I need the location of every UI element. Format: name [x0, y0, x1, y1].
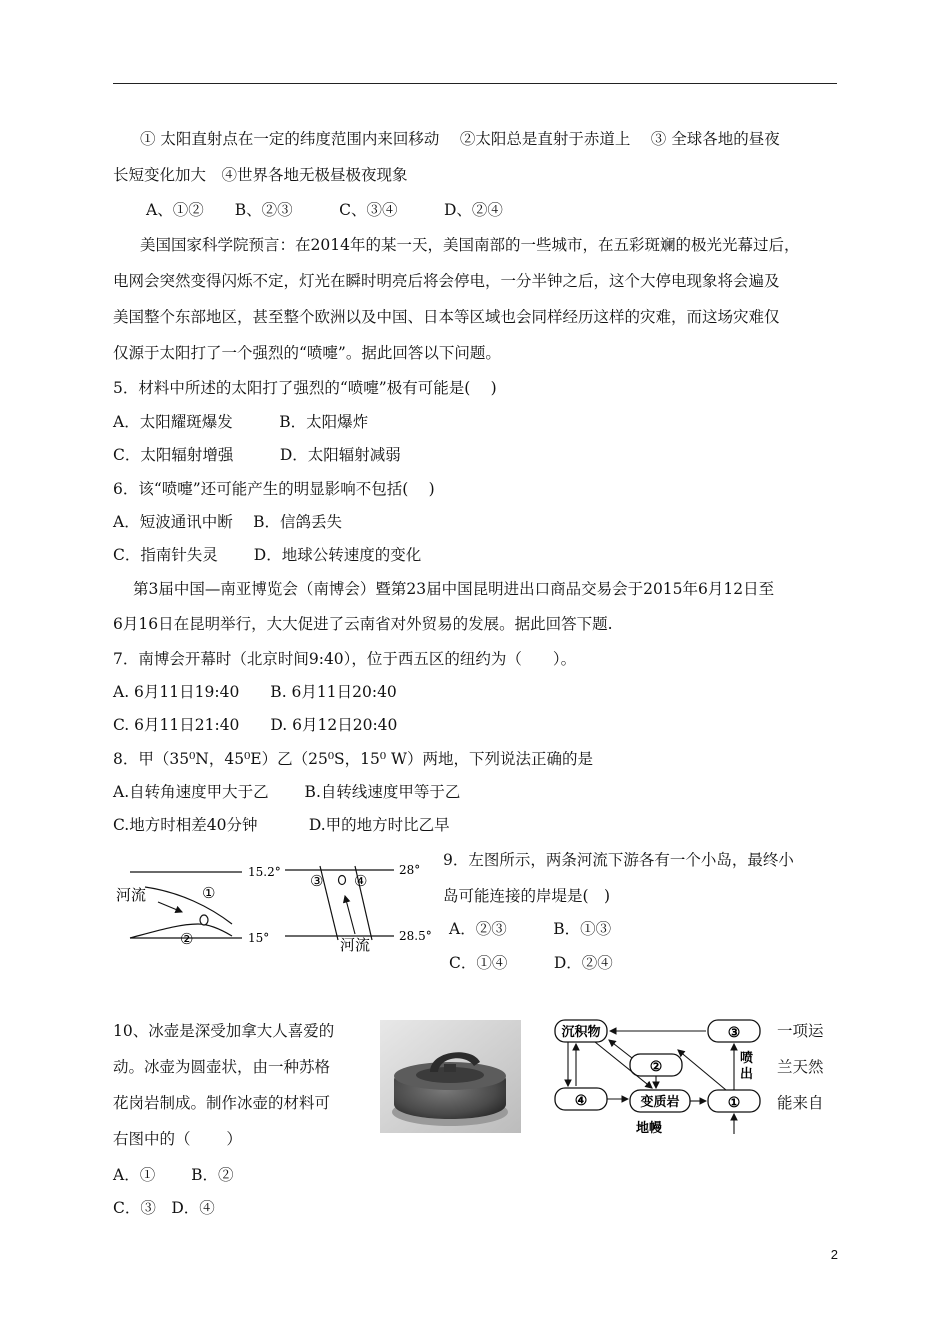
erupt-label: 喷 出: [740, 1051, 754, 1082]
passage-line: 美国整个东部地区，甚至整个欧洲以及中国、日本等区域也会同样经历这样的灾难，而这场灾难仅: [113, 308, 780, 326]
question-10-right-fragment: 兰天然: [777, 1058, 824, 1076]
latitude-label: 28°: [399, 863, 421, 877]
question-10: 10、冰壶是深受加拿大人喜爱的: [113, 1022, 335, 1040]
mantle-label: 地幔: [636, 1121, 663, 1136]
question-10: 花岗岩制成。制作冰壶的材料可: [113, 1094, 331, 1112]
question-9: 9．左图所示，两条河流下游各有一个小岛，最终小: [443, 851, 794, 869]
q7-options: A. 6月11日19:40 B. 6月11日20:40: [113, 683, 397, 701]
node-4-label: ④: [574, 1093, 588, 1109]
flow-arrow: [345, 896, 355, 934]
island: [339, 876, 346, 885]
question-10-right-fragment: 一项运: [777, 1022, 824, 1040]
question-9: 岛可能连接的岸堤是( ): [443, 887, 611, 905]
q10-options: C．③ D．④: [113, 1199, 215, 1217]
q9-options: C．①④ D．②④: [449, 954, 613, 972]
latitude-label: 15.2°: [248, 865, 281, 879]
question-10-right-fragment: 能来自: [777, 1094, 824, 1112]
question-6: 6．该“喷嚏”还可能产生的明显影响不包括( ): [113, 480, 435, 498]
q6-options: A．短波通讯中断 B．信鸽丢失: [113, 513, 343, 531]
q8-options: A.自转角速度甲大于乙 B.自转线速度甲等于乙: [113, 783, 461, 801]
bank-1-label: ①: [202, 884, 216, 902]
node-1-label: ①: [727, 1095, 741, 1111]
node-2-label: ②: [649, 1059, 663, 1075]
q7-options: C. 6月11日21:40 D. 6月12日20:40: [113, 716, 398, 734]
latitude-label: 28.5°: [399, 929, 432, 943]
bank-4-label: ④: [354, 872, 368, 890]
header-rule: [113, 83, 837, 84]
sediment-label: 沉积物: [561, 1025, 601, 1040]
question-7: 7．南博会开幕时（北京时间9:40），位于西五区的纽约为（ ）。: [113, 650, 577, 668]
bank-3-label: ③: [310, 872, 324, 890]
island: [200, 915, 208, 925]
question-8: 8．甲（35⁰N，45⁰E）乙（25⁰S，15⁰ W）两地，下列说法正确的是: [113, 750, 593, 768]
q5-options: C．太阳辐射增强 D．太阳辐射减弱: [113, 446, 401, 464]
bank-2-label: ②: [180, 930, 194, 948]
arrow: [678, 1050, 726, 1090]
arrow: [609, 1040, 632, 1058]
q4-choices: A、①② B、②③ C、③④ D、②④: [146, 201, 503, 219]
passage-line: 6月16日在昆明举行，大大促进了云南省对外贸易的发展。据此回答下题.: [113, 615, 613, 633]
q9-options: A．②③ B．①③: [449, 920, 612, 938]
passage-line: 第3届中国—南亚博览会（南博会）暨第23届中国昆明进出口商品交易会于2015年6月12日至: [133, 580, 775, 598]
node-3-label: ③: [727, 1025, 741, 1041]
q10-options: A．① B．②: [113, 1166, 234, 1184]
passage-line: 美国国家科学院预言：在2014年的某一天，美国南部的一些城市，在五彩斑斓的极光光幕过后，: [140, 236, 800, 254]
q4-option-text-2: 长短变化加大 ④世界各地无极昼极夜现象: [113, 166, 408, 184]
flow-arrow: [158, 902, 182, 912]
river-island-figure: [110, 852, 440, 962]
q8-options: C.地方时相差40分钟 D.甲的地方时比乙早: [113, 816, 450, 834]
latitude-label: 15°: [248, 931, 270, 945]
river-bank: [145, 887, 232, 924]
passage-line: 仅源于太阳打了一个强烈的“喷嚏”。据此回答以下问题。: [113, 344, 501, 362]
passage-line: 电网会突然变得闪烁不定，灯光在瞬时明亮后将会停电，一分半钟之后，这个大停电现象将会遍及: [113, 272, 780, 290]
question-10: 动。冰壶为圆壶状，由一种苏格: [113, 1058, 331, 1076]
metamorphic-label: 变质岩: [640, 1095, 680, 1110]
question-5: 5．材料中所述的太阳打了强烈的“喷嚏”极有可能是( ): [113, 379, 497, 397]
q6-options: C．指南针失灵 D．地球公转速度的变化: [113, 546, 422, 564]
curling-stone-photo: [380, 1020, 521, 1133]
river-label: 河流: [116, 886, 147, 904]
river-label: 河流: [340, 936, 371, 954]
question-10: 右图中的（ ）: [113, 1130, 242, 1148]
q5-options: A．太阳耀斑爆发 B．太阳爆炸: [113, 413, 369, 431]
q4-option-text-1: ① 太阳直射点在一定的纬度范围内来回移动 ②太阳总是直射于赤道上 ③ 全球各地的昼夜: [140, 130, 780, 148]
rock-cycle-diagram: [550, 1012, 772, 1137]
page-number: 2: [830, 1247, 838, 1262]
